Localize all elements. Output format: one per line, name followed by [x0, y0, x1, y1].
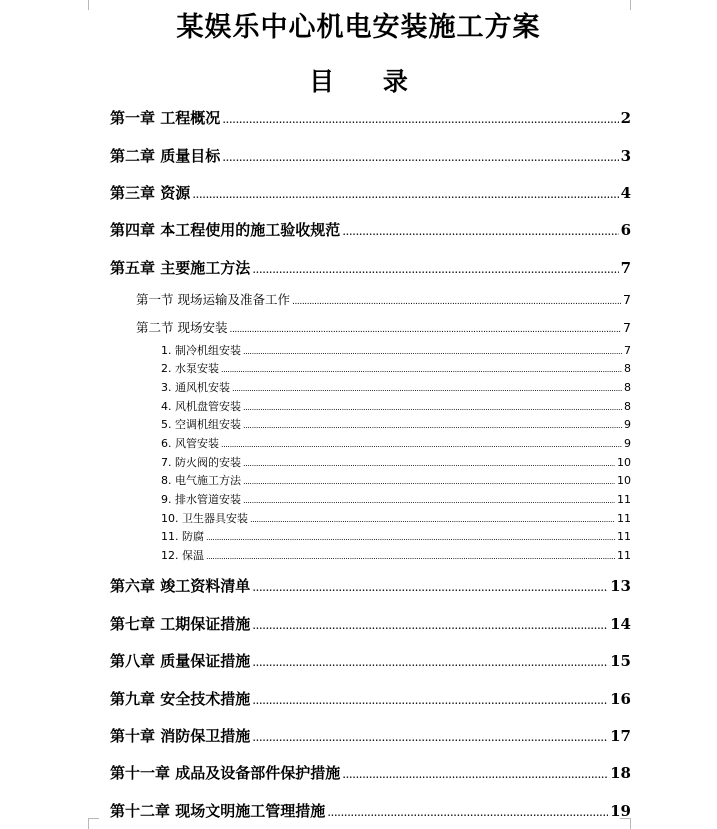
toc-page-number: 15 — [610, 652, 631, 670]
dot-leader — [252, 652, 608, 670]
toc-entry-subsection[interactable] — [161, 547, 631, 563]
dot-leader — [232, 381, 622, 394]
toc-entry-section[interactable] — [136, 290, 631, 308]
toc-entry-label: 7. 防火阀的安装 — [161, 456, 241, 469]
toc-entry-subsection[interactable] — [161, 342, 631, 358]
toc-entry-subsection[interactable] — [161, 435, 631, 451]
toc-entry-chapter[interactable] — [110, 575, 631, 596]
toc-entry-label: 1. 制冷机组安装 — [161, 344, 241, 357]
dot-leader — [243, 456, 615, 469]
toc-page-number: 9 — [624, 418, 631, 431]
dot-leader — [327, 802, 608, 820]
dot-leader — [243, 418, 622, 431]
page-corner-mark — [88, 818, 99, 829]
dot-leader — [206, 549, 615, 562]
toc-entry-chapter[interactable] — [110, 725, 631, 746]
toc-page-number: 4 — [620, 184, 631, 202]
toc-page-number: 3 — [620, 147, 631, 165]
toc-page-number: 7 — [624, 344, 631, 357]
toc-entry-chapter[interactable] — [110, 613, 631, 634]
dot-leader — [252, 727, 608, 745]
toc-page-number: 10 — [617, 474, 631, 487]
toc-page-number: 7 — [623, 292, 631, 307]
dot-leader — [222, 109, 618, 127]
dot-leader — [252, 615, 608, 633]
toc-entry-subsection[interactable] — [161, 528, 631, 544]
toc-page-number: 11 — [617, 549, 631, 562]
toc-entry-label: 8. 电气施工方法 — [161, 474, 241, 487]
toc-page-number: 8 — [624, 381, 631, 394]
toc-page-number: 7 — [623, 320, 631, 335]
dot-leader — [243, 474, 615, 487]
toc-entry-label: 第五章 主要施工方法 — [110, 259, 251, 277]
toc-page-number: 14 — [610, 615, 631, 633]
toc-entry-section[interactable] — [136, 318, 631, 336]
toc-entry-label: 第三章 资源 — [110, 184, 191, 202]
toc-entry-label: 12. 保温 — [161, 549, 204, 562]
toc-entry-label: 11. 防腐 — [161, 530, 204, 543]
toc-entry-subsection[interactable] — [161, 472, 631, 488]
toc-page-number: 6 — [620, 221, 631, 239]
toc-entry-label: 第十章 消防保卫措施 — [110, 727, 251, 745]
toc-entry-subsection[interactable] — [161, 454, 631, 470]
toc-entry-label: 第十二章 现场文明施工管理措施 — [110, 802, 326, 820]
dot-leader — [221, 437, 622, 450]
toc-entry-label: 2. 水泵安装 — [161, 362, 219, 375]
toc-entry-subsection[interactable] — [161, 416, 631, 432]
toc-page-number: 17 — [610, 727, 631, 745]
toc-heading: 目 录 — [309, 67, 408, 96]
toc-entry-label: 9. 排水管道安装 — [161, 493, 241, 506]
toc-entry-subsection[interactable] — [161, 360, 631, 376]
toc-page-number: 8 — [624, 400, 631, 413]
dot-leader — [222, 147, 618, 165]
toc-entry-label: 6. 风管安装 — [161, 437, 219, 450]
dot-leader — [252, 577, 608, 595]
toc-entry-subsection[interactable] — [161, 398, 631, 414]
toc-entry-label: 第一节 现场运输及准备工作 — [136, 292, 290, 307]
toc-page-number: 11 — [617, 530, 631, 543]
toc-entry-label: 第十一章 成品及设备部件保护措施 — [110, 764, 341, 782]
toc-entry-chapter[interactable] — [110, 257, 631, 278]
toc-entry-subsection[interactable] — [161, 379, 631, 395]
dot-leader — [192, 184, 618, 202]
dot-leader — [243, 344, 622, 357]
toc-entry-label: 第九章 安全技术措施 — [110, 690, 251, 708]
toc-page-number: 11 — [617, 493, 631, 506]
dot-leader — [250, 512, 615, 525]
toc-entry-label: 10. 卫生器具安装 — [161, 512, 248, 525]
toc-entry-chapter[interactable] — [110, 107, 631, 128]
toc-entry-label: 第六章 竣工资料清单 — [110, 577, 251, 595]
dot-leader — [342, 764, 608, 782]
toc-page-number: 10 — [617, 456, 631, 469]
toc-page-number: 9 — [624, 437, 631, 450]
toc-entry-subsection[interactable] — [161, 491, 631, 507]
toc-entry-chapter[interactable] — [110, 688, 631, 709]
toc-entry-chapter[interactable] — [110, 145, 631, 166]
toc-page-number: 11 — [617, 512, 631, 525]
dot-leader — [206, 530, 615, 543]
toc-entry-label: 第八章 质量保证措施 — [110, 652, 251, 670]
toc-entry-chapter[interactable] — [110, 650, 631, 671]
toc-entry-label: 5. 空调机组安装 — [161, 418, 241, 431]
toc-page-number: 8 — [624, 362, 631, 375]
toc-entry-chapter[interactable] — [110, 182, 631, 203]
toc-page-number: 13 — [610, 577, 631, 595]
toc-entry-label: 第二章 质量目标 — [110, 147, 221, 165]
dot-leader — [243, 493, 615, 506]
toc-page-number: 7 — [620, 259, 631, 277]
dot-leader — [243, 400, 622, 413]
toc-entry-chapter[interactable] — [110, 762, 631, 783]
dot-leader — [221, 362, 622, 375]
dot-leader — [252, 690, 608, 708]
toc-entry-chapter[interactable] — [110, 219, 631, 240]
toc-entry-label: 第四章 本工程使用的施工验收规范 — [110, 221, 341, 239]
toc-entry-label: 第七章 工期保证措施 — [110, 615, 251, 633]
dot-leader — [229, 320, 621, 335]
toc-page-number: 19 — [610, 802, 631, 820]
toc-entry-label: 4. 风机盘管安装 — [161, 400, 241, 413]
toc-entry-label: 3. 通风机安装 — [161, 381, 230, 394]
toc-page-number: 2 — [620, 109, 631, 127]
dot-leader — [252, 259, 618, 277]
toc-entry-subsection[interactable] — [161, 510, 631, 526]
toc-page-number: 18 — [610, 764, 631, 782]
toc-entry-label: 第二节 现场安装 — [136, 320, 228, 335]
dot-leader — [342, 221, 618, 239]
toc-entry-chapter[interactable] — [110, 800, 631, 821]
toc-page-number: 16 — [610, 690, 631, 708]
toc-entry-label: 第一章 工程概况 — [110, 109, 221, 127]
dot-leader — [292, 292, 621, 307]
document-title: 某娱乐中心机电安装施工方案 — [176, 12, 541, 43]
